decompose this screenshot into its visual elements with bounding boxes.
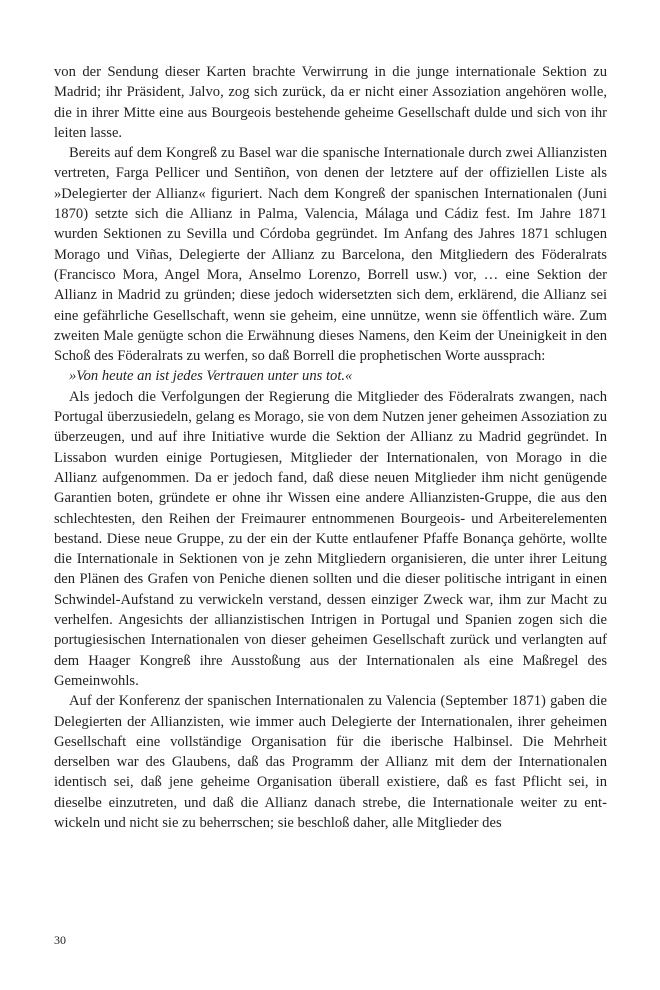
paragraph: Bereits auf dem Kongreß zu Basel war die spanische Internationale durch zwei Allianzisten vertreten, Farga Pellicer und Sentiñon, von denen der letztere auf der offiziellen Liste als »Delegierter der Allianz« figuriert. Nach dem Kongreß der spanischen Internationalen (Juni 1870) setzte sich die Allianz in Palma, Valencia, Málaga und Cádiz fest. Im Jahre 1871 wurden Sektionen zu Sevilla und Córdoba gegründet. Im Anfang des Jahres 1871 schlugen Morago und Viñas, Delegierte der Allianz zu Barcelona, den Mitgliedern des Föderalrats (Francisco Mora, Angel Mora, Anselmo Lorenzo, Borrell usw.) vor, … eine Sektion der Allianz in Madrid zu gründen; diese jedoch widersetzten sich dem, erklärend, die Allianz sei eine gefährliche Gesellschaft, wenn sie geheim, eine unnütze, wenn sie öffentlich wäre. Zum zweiten Male genügte schon die Erwähnung dieses Namens, den Keim der Uneinigkeit in den Schoß des Föderalrats zu werfen, so daß Borrell die prophetischen Worte aussprach: — [54, 145, 607, 365]
paragraph: von der Sendung dieser Karten brachte Verwirrung in die junge internationale Sektion zu Madrid; ihr Präsident, Jalvo, zog sich zurück, da er nicht einer Assoziation angehören wolle, die in ihrer Mitte eine aus Bourgeois bestehende geheime Gesellschaft dulde und sich von ihr leiten lasse. — [54, 64, 607, 141]
quotation: »Von heute an ist jedes Vertrauen unter uns tot.« — [69, 368, 353, 385]
page-number: 30 — [54, 933, 66, 947]
page-body — [54, 62, 607, 833]
paragraph: Auf der Konferenz der spanischen Internationalen zu Valencia (September 1871) gaben die Delegierten der Allianzisten, wie immer auch Delegierte der Internationalen, ihrer geheimen Gesellschaft eine vollständige Organisation für die iberische Halbinsel. Die Mehrheit derselben war des Glaubens, daß das Programm der Allianz mit dem der Internationalen identisch sei, daß jene geheime Organisation überall existiere, daß es fast Pflicht sei, in dieselbe einzutreten, und daß die Allianz danach strebe, die Internationale weiter zu entwickeln und nicht sie zu beherrschen; sie beschloß daher, alle Mitglieder des — [54, 693, 607, 831]
paragraph: Als jedoch die Verfolgungen der Regierung die Mitglieder des Föderalrats zwangen, nach Portugal überzusiedeln, gelang es Morago, sie von dem Nutzen jener geheimen Assoziation zu überzeugen, und auf ihre Initiative wurde die Sektion der Allianz zu Madrid gegründet. In Lissabon wurden einige Portugiesen, Mitglieder der Internationalen, von Morago in die Allianz aufgenommen. Da er jedoch fand, daß diese neuen Mitglieder ihm nicht genügende Garantien boten, gründete er ohne ihr Wissen eine andere Allianzisten-Gruppe, die aus den schlechtesten, den Reihen der Freimaurer entnommenen Bourgeois- und Arbeiterelementen bestand. Diese neue Gruppe, zu der ein der Kutte entlaufener Pfaffe Bonança gehörte, wollte die Internationale in Sektionen von je zehn Mitgliedern organisieren, die unter ihrer Leitung den Plänen des Grafen von Peniche dienen sollten und die dieser politische intrigant in einen Schwindel-Aufstand zu verwickeln verstand, dessen einziger Zweck war, ihm zur Macht zu verhelfen. Angesichts der allianzistischen Intrigen in Portugal und Spanien zogen sich die portugiesischen Internationalen von dieser geheimen Gesellschaft zurück und verlangten auf dem Haager Kongreß ihre Ausstoßung aus der Internationalen als eine Maßregel des Gemeinwohls. — [54, 388, 607, 689]
